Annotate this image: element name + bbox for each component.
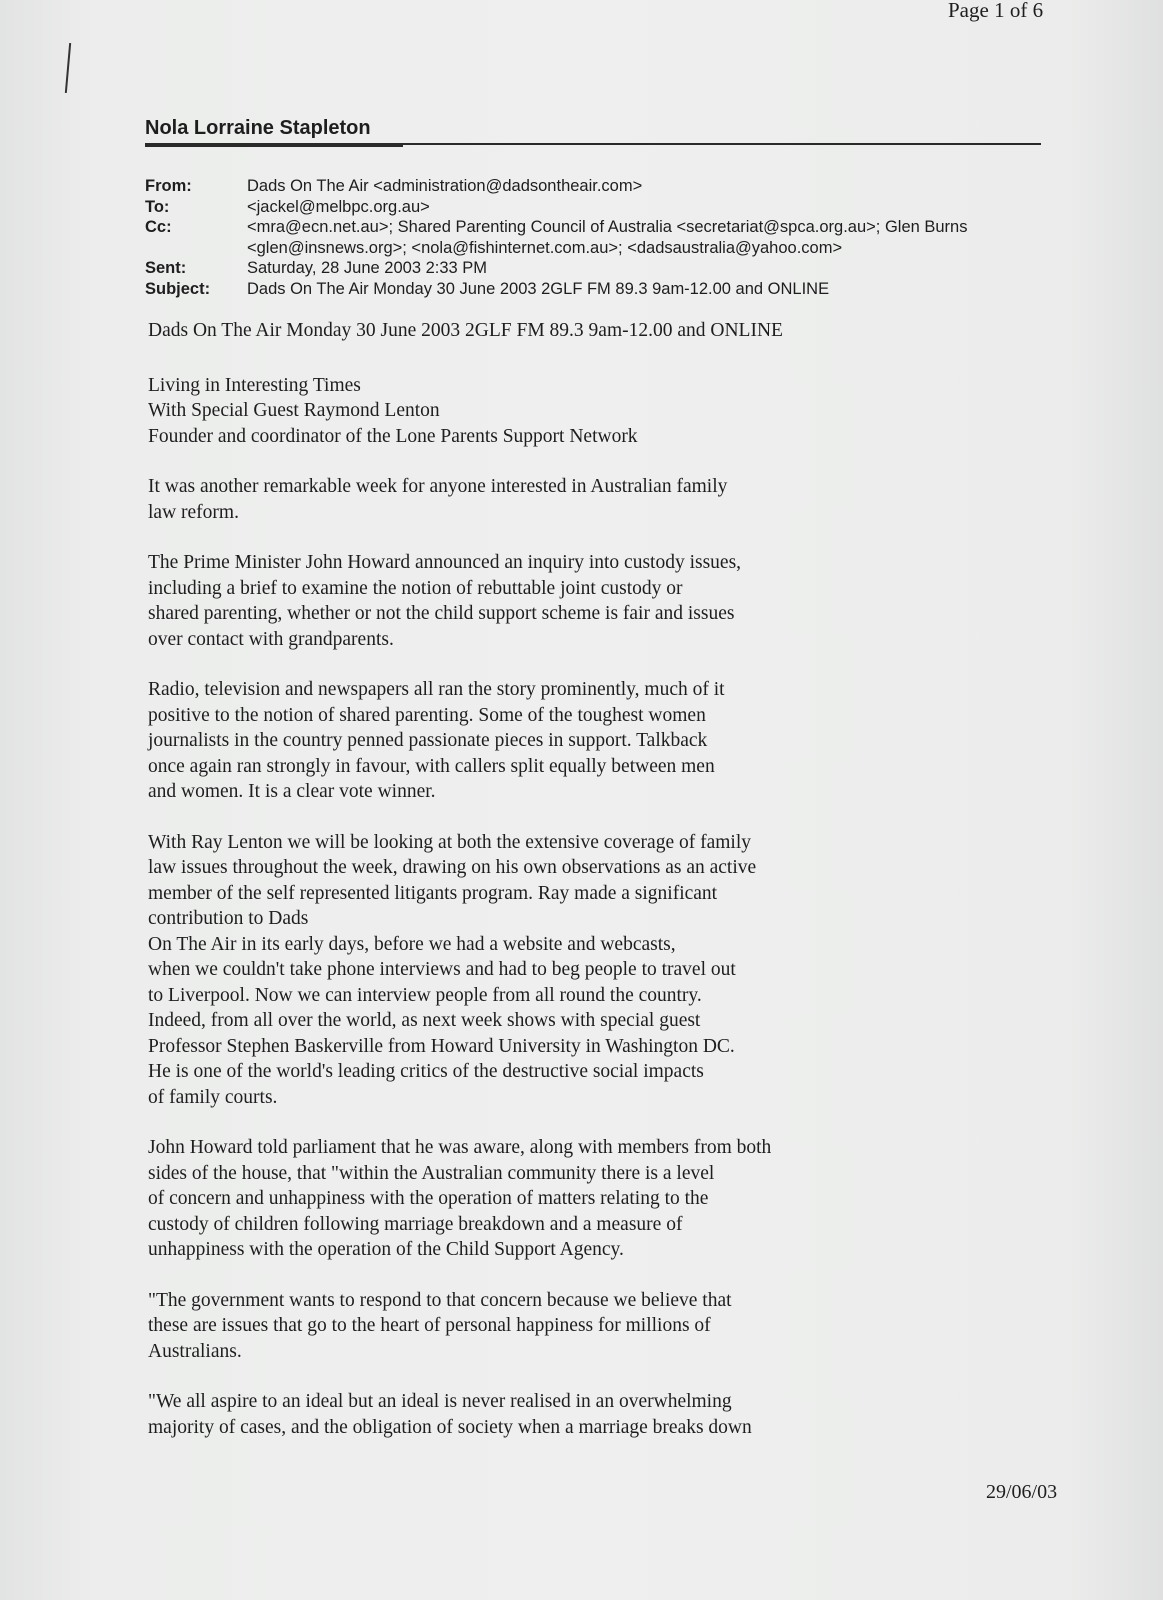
header-divider-accent [145, 143, 403, 147]
subject-row [145, 279, 1045, 300]
body-paragraph-6: "The government wants to respond to that concern because we believe that these are issues that go to the heart of personal happiness for millions of Australians. [148, 1289, 732, 1362]
body-paragraph-5: John Howard told parliament that he was aware, along with members from both sides of the house, that "within the Australian community there is a level of concern and unhappiness with the operation of matters relating to the custody of children following marriage breakdown and a measure of unhappiness with the operation of the Child Support Agency. [148, 1137, 772, 1260]
subject-value: Dads On The Air Monday 30 June 2003 2GLF FM 89.3 9am-12.00 and ONLINE [247, 279, 830, 298]
body-paragraph-2: The Prime Minister John Howard announced an inquiry into custody issues, including a brief to examine the notion of rebuttable joint custody or shared parenting, whether or not the child support scheme is fair and issues over contact with grandparents. [148, 552, 742, 650]
from-label: From: [145, 177, 192, 195]
to-value: <jackel@melbpc.org.au> [247, 197, 430, 216]
sent-label: Sent: [145, 259, 187, 277]
body-paragraph-1: It was another remarkable week for anyone interested in Australian family law reform. [148, 476, 728, 523]
cc-row [145, 217, 1045, 258]
cc-value: <mra@ecn.net.au>; Shared Parenting Council of Australia <secretariat@spca.org.au>; Glen Burns <glen@insnews.org>; <nola@fishinternet.com.au>; <dadsaustralia@yahoo.com> [247, 218, 968, 257]
sent-row [145, 258, 1045, 279]
header-name: Nola Lorraine Stapleton [145, 117, 371, 139]
from-row [145, 176, 1045, 197]
body-paragraph-7: "We all aspire to an ideal but an ideal is never realised in an overwhelming majority of cases, and the obligation of society when a marriage breaks down [148, 1391, 752, 1438]
page-number: Page 1 of 6 [948, 0, 1044, 22]
cc-label: Cc: [145, 218, 172, 236]
email-body [148, 318, 908, 1465]
subject-label: Subject: [145, 279, 211, 298]
to-row [145, 197, 1045, 218]
from-value: Dads On The Air <administration@dadsontheair.com> [247, 177, 643, 195]
body-paragraph-3: Radio, television and newspapers all ran the story prominently, much of it positive to the notion of shared parenting. Some of the toughest women journalists in the country penned passionate pieces in support. Talkback once again ran strongly in favour, with callers split equally between men and women. It is a clear vote winner. [148, 679, 725, 802]
body-subject-line: Dads On The Air Monday 30 June 2003 2GLF FM 89.3 9am-12.00 and ONLINE [148, 320, 783, 341]
body-intro: Living in Interesting Times With Special Guest Raymond Lenton Founder and coordinator of the Lone Parents Support Network [148, 374, 638, 447]
scan-pen-mark [65, 43, 71, 93]
sent-value: Saturday, 28 June 2003 2:33 PM [247, 259, 488, 277]
email-headers [145, 176, 1045, 299]
footer-date: 29/06/03 [986, 1481, 1058, 1503]
to-label: To: [145, 197, 170, 216]
body-paragraph-4: With Ray Lenton we will be looking at both the extensive coverage of family law issues throughout the week, drawing on his own observations as an active member of the self represented litigants program. Ray made a significant contribution to Dads On The Air in its early days, before we had a website and webcasts, when we couldn't take phone interviews and had to beg people to travel out to Liverpool. Now we can interview people from all round the country. Indeed, from all over the world, as next week shows with special guest Professor Stephen Baskerville from Howard University in Washington DC. He is one of the world's leading critics of the destructive social impacts of family courts. [148, 831, 757, 1108]
